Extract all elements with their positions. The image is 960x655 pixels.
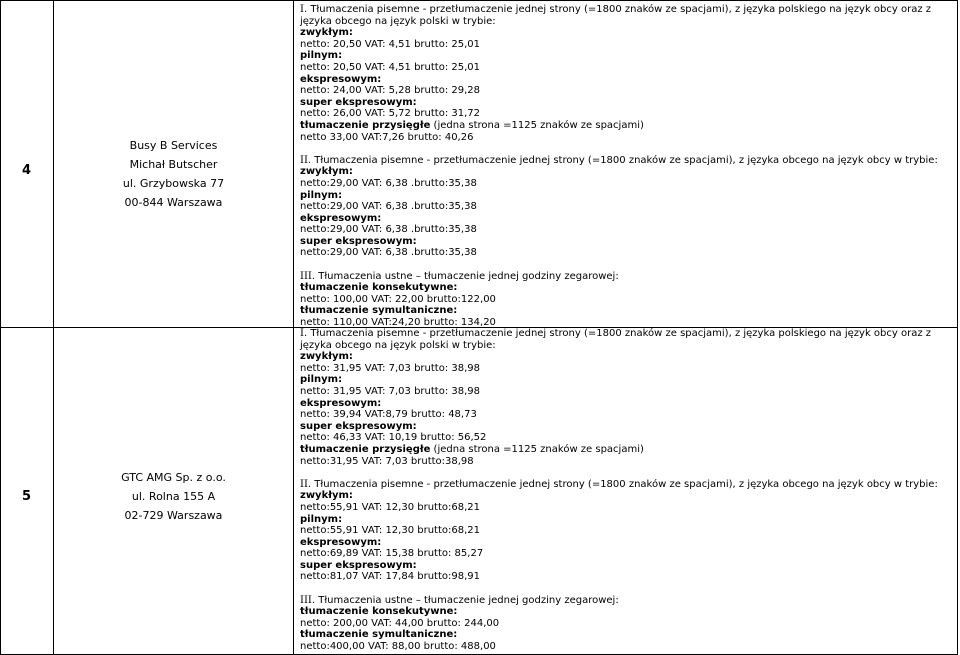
price-line: netto: 200,00 VAT: 44,00 brutto: 244,00 [300, 617, 500, 629]
mode-label: ekspresowym: [300, 73, 382, 85]
price-line: netto: 39,94 VAT:8,79 brutto: 48,73 [300, 409, 477, 421]
price-line: netto 33,00 VAT:7,26 brutto: 40,26 [300, 131, 474, 143]
price-line: netto: 110,00 VAT:24,20 brutto: 134,20 [300, 317, 496, 329]
mode-label: tłumaczenie konsekutywne: [300, 606, 458, 618]
mode-label: super ekspresowym: [300, 559, 417, 571]
mode-label: tłumaczenie symultaniczne: [300, 629, 458, 641]
price-line: netto:55,91 VAT: 12,30 brutto:68,21 [300, 501, 481, 513]
price-line: netto:69,89 VAT: 15,38 brutto: 85,27 [300, 548, 484, 560]
row-number: 4 [21, 163, 32, 178]
section-heading: II. Tłumaczenia pisemne - przetłumaczenie jednej strony (=1800 znaków ze spacjami), z języka obcego na język obcy w trybie: [300, 478, 938, 490]
price-details [300, 4, 950, 329]
price-line: netto:29,00 VAT: 6,38 .brutto:35,38 [300, 177, 477, 189]
price-line: netto: 20,50 VAT: 4,51 brutto: 25,01 [300, 61, 481, 73]
mode-label: pilnym: [300, 189, 343, 201]
sworn-heading: tłumaczenie przysięgłe (jedna strona =1125 znaków ze spacjami) [300, 119, 644, 131]
company-city: 02-729 Warszawa [124, 509, 223, 522]
price-line: netto:29,00 VAT: 6,38 .brutto:35,38 [300, 201, 477, 213]
row-number: 5 [21, 489, 32, 504]
company-city: 00-844 Warszawa [124, 196, 223, 209]
mode-label: ekspresowym: [300, 397, 382, 409]
section-heading: II. Tłumaczenia pisemne - przetłumaczenie jednej strony (=1800 znaków ze spacjami), z języka obcego na język obcy w trybie: [300, 154, 938, 166]
price-line: netto:81,07 VAT: 17,84 brutto:98,91 [300, 571, 481, 583]
price-line: netto:29,00 VAT: 6,38 .brutto:35,38 [300, 224, 477, 236]
section-heading: III. Tłumaczenia ustne – tłumaczenie jednej godziny zegarowej: [300, 594, 619, 606]
price-line: netto: 26,00 VAT: 5,72 brutto: 31,72 [300, 108, 481, 120]
company-info [54, 468, 293, 525]
mode-label: zwykłym: [300, 166, 353, 178]
mode-label: super ekspresowym: [300, 420, 417, 432]
mode-label: tłumaczenie konsekutywne: [300, 282, 458, 294]
company-name: GTC AMG Sp. z o.o. [121, 471, 226, 484]
company-street: ul. Rolna 155 A [131, 490, 216, 503]
mode-label: zwykłym: [300, 490, 353, 502]
section-heading: I. Tłumaczenia pisemne - przetłumaczenie jednej strony (=1800 znaków ze spacjami), z języka polskiego na język obcy oraz z języka obcego na język polski w trybie: [300, 4, 932, 27]
price-line: netto:31,95 VAT: 7,03 brutto:38,98 [300, 455, 474, 467]
price-line: netto:400,00 VAT: 88,00 brutto: 488,00 [300, 641, 496, 653]
company-person: Michał Butscher [129, 158, 218, 171]
column-divider [53, 0, 54, 655]
price-line: netto:29,00 VAT: 6,38 .brutto:35,38 [300, 247, 477, 259]
mode-label: ekspresowym: [300, 536, 382, 548]
company-info [54, 136, 293, 212]
column-divider [293, 0, 294, 655]
sworn-heading: tłumaczenie przysięgłe (jedna strona =1125 znaków ze spacjami) [300, 443, 644, 455]
price-details [300, 328, 950, 653]
price-line: netto:55,91 VAT: 12,30 brutto:68,21 [300, 525, 481, 537]
mode-label: tłumaczenie symultaniczne: [300, 305, 458, 317]
mode-label: pilnym: [300, 374, 343, 386]
price-line: netto: 100,00 VAT: 22,00 brutto:122,00 [300, 293, 496, 305]
mode-label: pilnym: [300, 513, 343, 525]
mode-label: zwykłym: [300, 27, 353, 39]
mode-label: super ekspresowym: [300, 96, 417, 108]
company-street: ul. Grzybowska 77 [122, 177, 225, 190]
price-line: netto: 20,50 VAT: 4,51 brutto: 25,01 [300, 38, 481, 50]
price-line: netto: 24,00 VAT: 5,28 brutto: 29,28 [300, 85, 481, 97]
mode-label: pilnym: [300, 50, 343, 62]
price-line: netto: 46,33 VAT: 10,19 brutto: 56,52 [300, 432, 487, 444]
mode-label: ekspresowym: [300, 212, 382, 224]
company-name: Busy B Services [129, 139, 218, 152]
mode-label: super ekspresowym: [300, 235, 417, 247]
price-line: netto: 31,95 VAT: 7,03 brutto: 38,98 [300, 362, 481, 374]
section-heading: III. Tłumaczenia ustne – tłumaczenie jednej godziny zegarowej: [300, 270, 619, 282]
mode-label: zwykłym: [300, 351, 353, 363]
price-line: netto: 31,95 VAT: 7,03 brutto: 38,98 [300, 385, 481, 397]
section-heading: I. Tłumaczenia pisemne - przetłumaczenie jednej strony (=1800 znaków ze spacjami), z języka polskiego na język obcy oraz z języka obcego na język polski w trybie: [300, 328, 932, 351]
